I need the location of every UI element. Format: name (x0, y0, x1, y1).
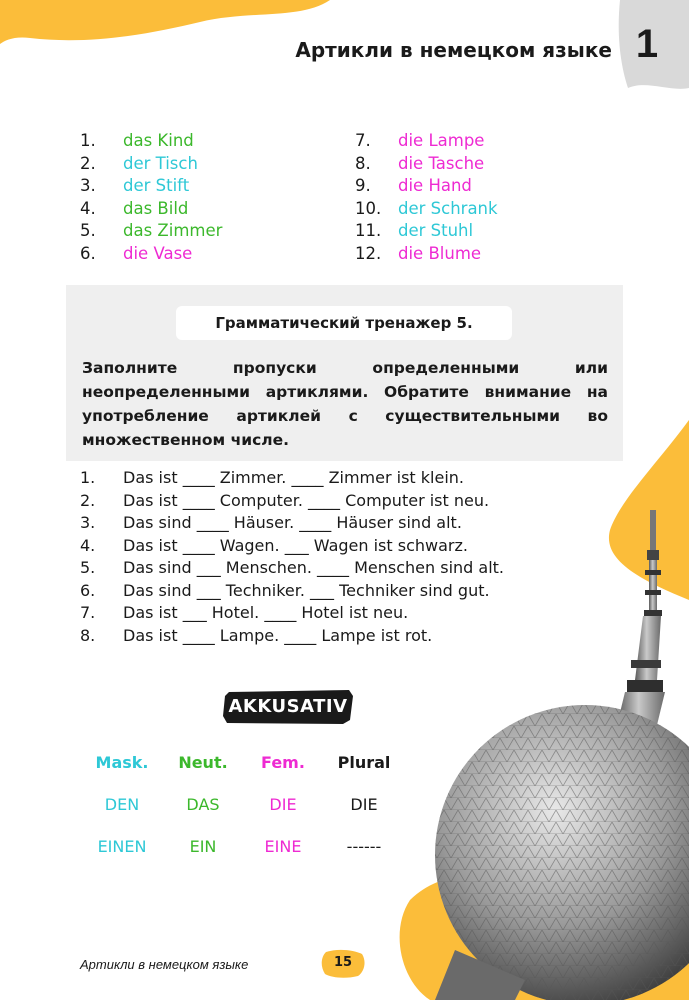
list-item (80, 243, 222, 266)
exercise-text: Das sind ____ Häuser. ____ Häuser sind alt. (123, 513, 462, 532)
item-number: 6. (80, 580, 96, 600)
item-word: die Lampe (398, 131, 485, 150)
definite-article: DAS (186, 795, 220, 814)
item-number: 7. (80, 603, 96, 622)
item-number: 1. (80, 468, 96, 487)
item-number: 2. (80, 490, 96, 510)
item-word: die Tasche (398, 153, 485, 173)
word-list-left (80, 130, 222, 265)
indefinite-article: EINEN (97, 837, 147, 856)
item-word: der Schrank (398, 198, 498, 218)
item-word: das Kind (123, 131, 194, 150)
list-item (80, 220, 222, 243)
definite-article: DEN (104, 795, 140, 814)
item-number: 2. (80, 153, 96, 173)
item-number: 7. (355, 131, 371, 150)
list-item (355, 175, 498, 198)
exercise-item (80, 490, 504, 513)
article-column-fem (243, 750, 323, 860)
list-item (355, 220, 498, 243)
list-item (355, 198, 498, 221)
item-word: der Stift (123, 176, 190, 195)
exercise-text: Das ist ____ Computer. ____ Computer ist neu. (123, 490, 490, 510)
list-item (80, 130, 222, 153)
item-word: das Zimmer (123, 221, 223, 240)
item-word: der Tisch (123, 153, 198, 173)
item-number: 12. (355, 243, 382, 263)
list-item (355, 243, 498, 266)
list-item (355, 153, 498, 176)
item-word: die Hand (398, 176, 472, 195)
column-header: Plural (337, 753, 391, 772)
item-number: 4. (80, 535, 96, 555)
exercise-text: Das sind ___ Menschen. ____ Menschen sind alt. (123, 558, 505, 577)
column-header: Mask. (95, 753, 149, 772)
column-header: Neut. (178, 753, 228, 772)
exercise-text: Das sind ___ Techniker. ___ Techniker sind gut. (123, 580, 490, 600)
list-item (80, 175, 222, 198)
task-label: Грамматический тренажер 5. (176, 306, 512, 340)
definite-article: DIE (350, 795, 378, 814)
item-number: 11. (355, 221, 382, 240)
list-item (355, 130, 498, 153)
item-word: der Stuhl (398, 221, 474, 240)
exercise-text: Das ist ____ Lampe. ____ Lampe ist rot. (123, 625, 433, 645)
page-title: Артикли в немецком языке (295, 38, 612, 62)
item-number: 5. (80, 558, 96, 577)
article-column-plural (324, 750, 404, 860)
akkusativ-label: AKKUSATIV (228, 696, 348, 717)
item-number: 6. (80, 243, 96, 263)
item-number: 4. (80, 198, 96, 218)
definite-article: DIE (269, 795, 297, 814)
word-list-right (355, 130, 498, 265)
exercise-text: Das ist ___ Hotel. ____ Hotel ist neu. (123, 603, 409, 622)
item-number: 10. (355, 198, 382, 218)
item-number: 9. (355, 176, 371, 195)
indefinite-article: ------ (346, 837, 382, 856)
article-column-mask (82, 750, 162, 860)
item-number: 5. (80, 221, 96, 240)
tv-tower-image (395, 510, 689, 1000)
indefinite-article: EINE (264, 837, 302, 856)
chapter-number: 1 (635, 22, 659, 66)
item-number: 3. (80, 513, 96, 532)
item-number: 1. (80, 131, 96, 150)
column-header: Fem. (261, 753, 305, 772)
item-word: die Vase (123, 243, 193, 263)
page-number: 15 (333, 955, 353, 970)
footer-title: Артикли в немецком языке (80, 957, 249, 972)
exercise-text: Das ist ____ Wagen. ___ Wagen ist schwarz. (123, 535, 468, 555)
item-number: 3. (80, 176, 96, 195)
list-item (80, 198, 222, 221)
item-number: 8. (355, 153, 371, 173)
item-word: das Bild (123, 198, 189, 218)
item-number: 8. (80, 625, 96, 645)
exercise-text: Das ist ____ Zimmer. ____ Zimmer ist klein. (123, 468, 465, 487)
list-item (80, 153, 222, 176)
indefinite-article: EIN (189, 837, 217, 856)
item-word: die Blume (398, 243, 482, 263)
exercise-item (80, 467, 504, 490)
article-column-neut (163, 750, 243, 860)
task-instructions: Заполните пропуски определенными или неопределенными артиклями. Обратите внимание на употребление артиклей с существительными во множественном числе. (82, 359, 608, 449)
